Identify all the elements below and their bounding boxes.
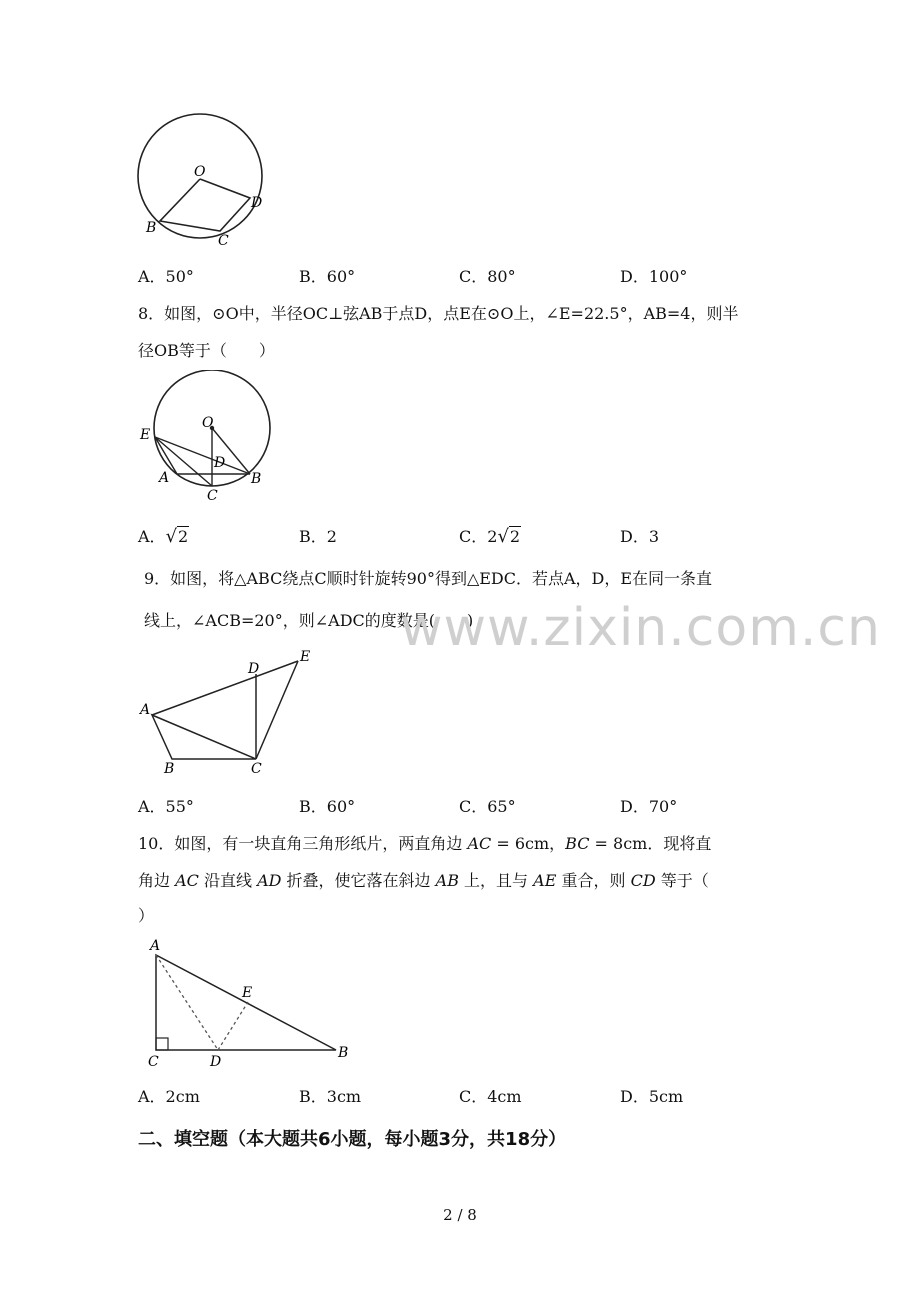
q10-l2-text-2: 沿直线: [198, 871, 258, 890]
q8-option-a-radicand: 2: [178, 527, 189, 546]
q10-fold-de: [218, 1002, 248, 1050]
q10-stem-line1: [138, 831, 711, 854]
q10-l1-math-bc: BC: [565, 834, 590, 853]
sqrt-sign-icon: √: [165, 526, 178, 547]
q8-label-e: E: [140, 427, 151, 443]
q10-label-e: E: [242, 985, 253, 1001]
q10-label-a: A: [150, 938, 161, 954]
q10-triangle-abc: [156, 955, 336, 1050]
q7-option-c: C．80°: [459, 267, 516, 286]
q7-option-d: D．100°: [620, 267, 688, 286]
q10-label-c: C: [148, 1054, 159, 1070]
q10-stem-line3: ）: [138, 906, 155, 925]
q10-option-a: A．2cm: [138, 1087, 200, 1106]
q8-label-b: B: [251, 471, 262, 487]
q8-option-a: [138, 524, 189, 547]
q8-stem-line2: 径OB等于（ ）: [138, 341, 275, 360]
q8-seg-ea: [155, 437, 177, 474]
q10-l2-math-cd: CD: [630, 871, 656, 890]
q9-option-d: D．70°: [620, 797, 678, 816]
q9-stem-line1: 9．如图，将△ABC绕点C顺时针旋转90°得到△EDC．若点A，D，E在同一条直: [144, 569, 713, 588]
q7-label-b: B: [146, 220, 157, 236]
q9-label-d: D: [248, 661, 260, 677]
q10-option-b: B．3cm: [299, 1087, 362, 1106]
page-number: 2 / 8: [443, 1206, 477, 1224]
q10-option-c: C．4cm: [459, 1087, 522, 1106]
q7-quadrilateral: [160, 179, 250, 231]
q10-l1-math-ac: AC: [467, 834, 492, 853]
q8-option-c-radicand: 2: [509, 527, 521, 546]
q10-l1-text-3: = 8cm．现将直: [589, 834, 712, 853]
q10-l2-text-4: 上，且与: [458, 871, 534, 890]
section-heading-fill-in: 二、填空题（本大题共6小题，每小题3分，共18分）: [138, 1129, 567, 1150]
q10-l2-text-1: 角边: [138, 871, 176, 890]
q10-option-d: D．5cm: [620, 1087, 684, 1106]
q8-seg-eb: [155, 437, 250, 474]
q10-l2-math-ad: AD: [257, 871, 282, 890]
q10-l1-text-2: = 6cm，: [491, 834, 566, 853]
q9-stem-line2: 线上，∠ACB=20°，则∠ADC的度数是( ): [144, 611, 474, 630]
q10-label-d: D: [210, 1054, 222, 1070]
q9-label-a: A: [140, 702, 151, 718]
q7-option-b: B．60°: [299, 267, 356, 286]
q8-stem-line1: 8．如图，⊙O中，半径OC⊥弦AB于点D，点E在⊙O上，∠E=22.5°，AB=4，则半: [138, 304, 739, 323]
q8-option-a-prefix: A．: [138, 527, 166, 546]
q7-label-d: D: [251, 195, 263, 211]
q8-option-c-prefix: C．2: [459, 527, 498, 546]
sqrt-sign-icon: √: [497, 526, 509, 547]
q10-l2-text-3: 折叠，使它落在斜边: [281, 871, 436, 890]
q8-label-a: A: [159, 470, 170, 486]
q9-label-e: E: [300, 649, 311, 665]
q10-stem-line2: [138, 868, 709, 891]
q10-figure: [140, 935, 360, 1070]
q9-seg-ec: [256, 661, 298, 759]
q10-fold-ad: [156, 955, 218, 1050]
q10-l2-math-ac: AC: [175, 871, 199, 890]
q8-figure: [130, 370, 280, 510]
q9-seg-ae: [152, 661, 298, 715]
q8-label-c: C: [207, 488, 218, 504]
q7-option-a: A．50°: [138, 267, 194, 286]
q9-label-b: B: [164, 761, 175, 777]
watermark: www.zixin.com.cn: [400, 598, 881, 658]
q9-figure: [135, 645, 325, 780]
q8-option-c: [459, 524, 521, 547]
q8-label-o: O: [202, 415, 214, 431]
q10-l2-text-6: 等于（: [655, 871, 709, 890]
q8-label-d: D: [214, 455, 226, 471]
q8-option-b: B．2: [299, 527, 337, 546]
q10-l2-text-5: 重合，则: [556, 871, 631, 890]
q8-option-d: D．3: [620, 527, 660, 546]
q10-l2-math-ab: AB: [435, 871, 459, 890]
q7-label-c: C: [218, 233, 229, 249]
q10-label-b: B: [338, 1045, 349, 1061]
q9-triangle-abc: [152, 715, 256, 759]
q9-option-b: B．60°: [299, 797, 356, 816]
q9-option-c: C．65°: [459, 797, 516, 816]
q10-l1-text-1: 10．如图，有一块直角三角形纸片，两直角边: [138, 834, 468, 853]
q7-label-o: O: [194, 164, 206, 180]
q9-option-a: A．55°: [138, 797, 194, 816]
q10-l2-math-ae: AE: [533, 871, 557, 890]
q7-figure: [130, 110, 280, 250]
q10-right-angle-mark: [156, 1038, 168, 1050]
q9-label-c: C: [251, 761, 262, 777]
